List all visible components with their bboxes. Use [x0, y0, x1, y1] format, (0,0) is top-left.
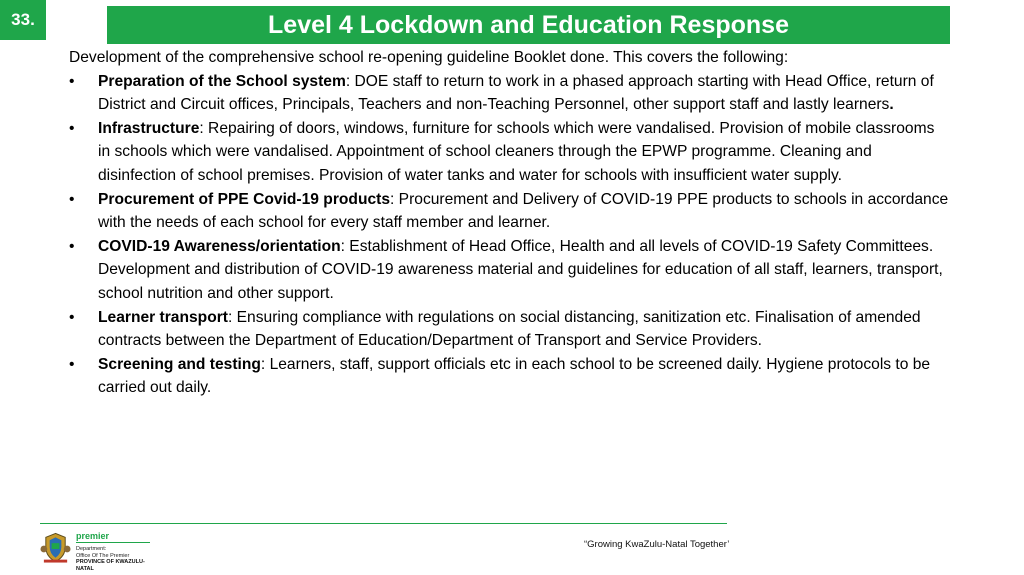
bullet-text: : Procurement and Delivery of COVID-19 PPE products to schools in accordance with the needs of each school for every staff member and learner.: [98, 190, 949, 232]
bullet-label: Learner transport: [98, 308, 228, 326]
bullet-trail: .: [889, 96, 894, 114]
coat-of-arms-icon: [40, 531, 71, 565]
bullet-icon: •: [69, 237, 75, 255]
bullet-item-infrastructure: [69, 117, 949, 188]
bullet-label: Preparation of the School system: [98, 72, 346, 90]
bullet-list: [69, 70, 949, 400]
bullet-icon: •: [69, 308, 75, 326]
slide-number: 33.: [0, 0, 46, 40]
bullet-text: : Ensuring compliance with regulations on social distancing, sanitization etc. Finalisation of amended contracts between the Department of Education/Department of Transport and Service Providers.: [98, 308, 921, 350]
bullet-text: : Establishment of Head Office, Health and all levels of COVID-19 Safety Committees. Development and distribution of COVID-19 awareness material and guidelines for education of all staff, learners, transport, school nutrition and other support.: [98, 237, 943, 302]
logo-line-2: Office Of The Premier: [76, 552, 130, 559]
bullet-text: : DOE staff to return to work in a phased approach starting with Head Office, return of District and Circuit offices, Principals, Teachers and non-Teaching Personnel, other support staff and lastly learners: [98, 72, 934, 114]
bullet-icon: •: [69, 119, 75, 137]
bullet-label: Infrastructure: [98, 119, 200, 137]
bullet-label: Procurement of PPE Covid-19 products: [98, 190, 391, 208]
bullet-item-learner-transport: [69, 306, 949, 353]
bullet-icon: •: [69, 190, 75, 208]
page-title: [107, 6, 950, 44]
bullet-text: : Repairing of doors, windows, furniture for schools which were vandalised. Provision of mobile classrooms in schools which were vandalised. Appointment of school cleaners through the EPWP programme. Cleaning and disinfection of school premises. Provision of water tanks and water for schools with insufficient water supply.: [98, 119, 935, 184]
bullet-icon: •: [69, 355, 75, 373]
slide-content: [69, 46, 949, 400]
bullet-item-covid-awareness: [69, 235, 949, 306]
footer-tagline: “Growing KwaZulu-Natal Together’: [584, 539, 730, 550]
bullet-text: : Learners, staff, support officials etc in each school to be screened daily. Hygiene protocols to be carried out daily.: [98, 355, 931, 397]
page-title-text: Level 4 Lockdown and Education Response: [268, 10, 789, 39]
intro-text: Development of the comprehensive school re-opening guideline Booklet done. This covers the following:: [69, 49, 789, 66]
logo-line-1: Department:: [76, 546, 107, 552]
logo-line-3: PROVINCE OF KWAZULU-NATAL: [76, 559, 145, 572]
footer-divider: [40, 523, 727, 524]
premier-logo: [40, 531, 160, 572]
bullet-label: COVID-19 Awareness/orientation: [98, 237, 341, 255]
bullet-icon: •: [69, 72, 75, 90]
bullet-item-school-system: [69, 70, 949, 117]
bullet-item-ppe-procurement: [69, 188, 949, 235]
logo-title: premier: [76, 531, 110, 541]
bullet-item-screening-testing: [69, 353, 949, 400]
bullet-label: Screening and testing: [98, 355, 261, 373]
logo-rule: [76, 542, 150, 543]
